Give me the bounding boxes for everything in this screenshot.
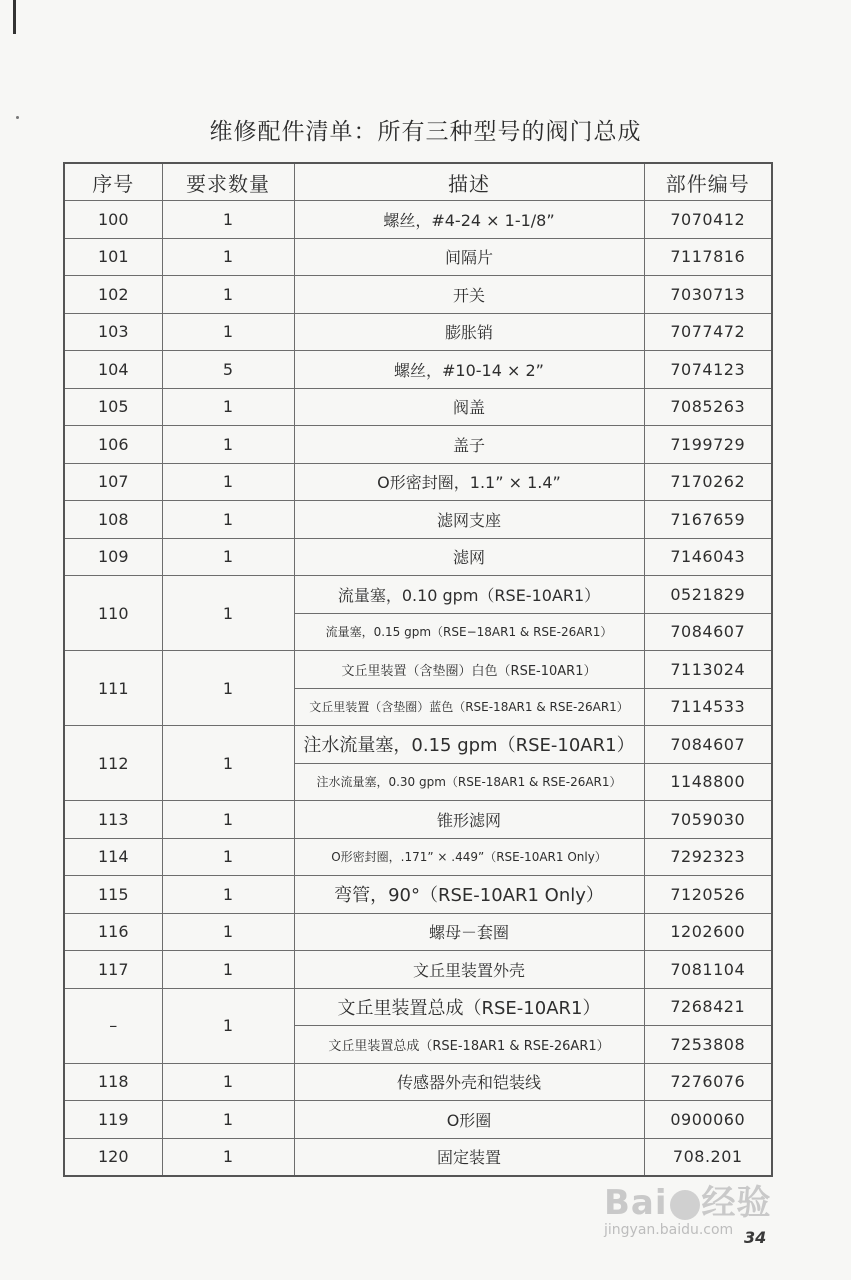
parts-table [63, 162, 773, 1177]
row-part-number: 7081104 [644, 951, 772, 989]
baidu-jingyan-watermark [604, 1175, 804, 1238]
row-qty: 5 [162, 351, 294, 389]
row-seq: 109 [64, 538, 162, 576]
row-qty: 1 [162, 501, 294, 539]
row-desc: 螺母－套圈 [294, 913, 644, 951]
row-seq: 111 [64, 651, 162, 726]
row-desc: 盖子 [294, 426, 644, 464]
row-qty: 1 [162, 726, 294, 801]
table-row [64, 876, 772, 914]
paw-icon [670, 1190, 700, 1220]
table-row [64, 426, 772, 464]
row-part-number: 7077472 [644, 313, 772, 351]
header-desc: 描述 [294, 163, 644, 201]
table-row [64, 538, 772, 576]
row-part-number: 7167659 [644, 501, 772, 539]
row-desc: 开关 [294, 276, 644, 314]
row-qty: 1 [162, 463, 294, 501]
row-seq: 113 [64, 801, 162, 839]
table-row [64, 801, 772, 839]
row-qty: 1 [162, 238, 294, 276]
row-qty: 1 [162, 538, 294, 576]
row-desc: 文丘里装置外壳 [294, 951, 644, 989]
row-part-number: 7268421 [644, 988, 772, 1026]
row-desc: 流量塞，0.10 gpm（RSE-10AR1） [294, 576, 644, 614]
table-row [64, 1063, 772, 1101]
row-part-number: 1202600 [644, 913, 772, 951]
table-header-row [64, 163, 772, 201]
table-row [64, 1101, 772, 1139]
row-desc: 螺丝，#10-14 × 2” [294, 351, 644, 389]
row-seq: – [64, 988, 162, 1063]
table-row [64, 988, 772, 1026]
row-seq: 120 [64, 1138, 162, 1176]
row-seq: 119 [64, 1101, 162, 1139]
row-desc-variant: 流量塞，0.15 gpm（RSE−18AR1 & RSE-26AR1） [294, 613, 644, 651]
row-desc: 弯管，90°（RSE-10AR1 Only） [294, 876, 644, 914]
row-seq: 100 [64, 201, 162, 239]
table-row [64, 313, 772, 351]
row-part-number: 7070412 [644, 201, 772, 239]
row-part-number: 7059030 [644, 801, 772, 839]
table-row [64, 726, 772, 764]
row-desc: 膨胀销 [294, 313, 644, 351]
row-seq: 116 [64, 913, 162, 951]
row-part-number-variant: 1148800 [644, 763, 772, 801]
row-part-number: 708.201 [644, 1138, 772, 1176]
row-desc: 文丘里装置总成（RSE-10AR1） [294, 988, 644, 1026]
row-part-number-variant: 7253808 [644, 1026, 772, 1064]
row-seq: 108 [64, 501, 162, 539]
row-desc: 阀盖 [294, 388, 644, 426]
row-part-number: 7085263 [644, 388, 772, 426]
row-desc: 螺丝，#4-24 × 1-1/8” [294, 201, 644, 239]
row-part-number: 7113024 [644, 651, 772, 689]
row-seq: 102 [64, 276, 162, 314]
row-part-number: 0900060 [644, 1101, 772, 1139]
row-desc: 传感器外壳和铠装线 [294, 1063, 644, 1101]
row-part-number: 7074123 [644, 351, 772, 389]
row-seq: 106 [64, 426, 162, 464]
table-row [64, 576, 772, 614]
row-qty: 1 [162, 201, 294, 239]
row-qty: 1 [162, 1138, 294, 1176]
row-qty: 1 [162, 388, 294, 426]
row-qty: 1 [162, 1101, 294, 1139]
row-desc: 锥形滤网 [294, 801, 644, 839]
row-qty: 1 [162, 276, 294, 314]
row-desc: 间隔片 [294, 238, 644, 276]
row-seq: 104 [64, 351, 162, 389]
row-desc-variant: 文丘里装置总成（RSE-18AR1 & RSE-26AR1） [294, 1026, 644, 1064]
table-row [64, 651, 772, 689]
row-qty: 1 [162, 576, 294, 651]
row-desc: O形圈 [294, 1101, 644, 1139]
row-seq: 115 [64, 876, 162, 914]
row-desc: O形密封圈，.171” × .449”（RSE-10AR1 Only） [294, 838, 644, 876]
table-row [64, 388, 772, 426]
row-part-number: 7117816 [644, 238, 772, 276]
row-part-number-variant: 7084607 [644, 613, 772, 651]
row-part-number: 7276076 [644, 1063, 772, 1101]
row-part-number: 7170262 [644, 463, 772, 501]
binding-edge-line [13, 0, 16, 34]
row-qty: 1 [162, 313, 294, 351]
row-qty: 1 [162, 1063, 294, 1101]
row-desc: 固定装置 [294, 1138, 644, 1176]
row-part-number: 7120526 [644, 876, 772, 914]
row-part-number: 7030713 [644, 276, 772, 314]
table-row [64, 951, 772, 989]
row-qty: 1 [162, 651, 294, 726]
row-qty: 1 [162, 838, 294, 876]
row-seq: 112 [64, 726, 162, 801]
row-seq: 114 [64, 838, 162, 876]
table-row [64, 351, 772, 389]
row-qty: 1 [162, 988, 294, 1063]
row-qty: 1 [162, 426, 294, 464]
row-seq: 101 [64, 238, 162, 276]
row-seq: 118 [64, 1063, 162, 1101]
row-qty: 1 [162, 876, 294, 914]
row-qty: 1 [162, 951, 294, 989]
table-row [64, 463, 772, 501]
table-row [64, 238, 772, 276]
watermark-logo: Bai 经验 [604, 1183, 772, 1223]
table-row [64, 838, 772, 876]
row-qty: 1 [162, 801, 294, 839]
row-part-number: 0521829 [644, 576, 772, 614]
table-row [64, 276, 772, 314]
row-part-number: 7084607 [644, 726, 772, 764]
page-number: 34 [744, 1228, 767, 1247]
header-seq: 序号 [64, 163, 162, 201]
row-seq: 110 [64, 576, 162, 651]
row-part-number: 7199729 [644, 426, 772, 464]
watermark-url: jingyan.baidu.com [604, 1222, 734, 1238]
header-part-number: 部件编号 [644, 163, 772, 201]
table-row [64, 201, 772, 239]
table-row [64, 913, 772, 951]
row-seq: 107 [64, 463, 162, 501]
row-desc: O形密封圈，1.1” × 1.4” [294, 463, 644, 501]
table-row [64, 1138, 772, 1176]
header-qty: 要求数量 [162, 163, 294, 201]
row-seq: 103 [64, 313, 162, 351]
row-part-number-variant: 7114533 [644, 688, 772, 726]
row-seq: 105 [64, 388, 162, 426]
table-row [64, 501, 772, 539]
row-desc: 滤网 [294, 538, 644, 576]
row-desc-variant: 文丘里装置（含垫圈）蓝色（RSE-18AR1 & RSE-26AR1） [294, 688, 644, 726]
row-part-number: 7146043 [644, 538, 772, 576]
row-part-number: 7292323 [644, 838, 772, 876]
page-title: 维修配件清单：所有三种型号的阀门总成 [209, 119, 642, 145]
row-desc: 滤网支座 [294, 501, 644, 539]
row-desc: 注水流量塞，0.15 gpm（RSE-10AR1） [294, 726, 644, 764]
row-qty: 1 [162, 913, 294, 951]
row-desc: 文丘里装置（含垫圈）白色（RSE-10AR1） [294, 651, 644, 689]
row-seq: 117 [64, 951, 162, 989]
row-desc-variant: 注水流量塞，0.30 gpm（RSE-18AR1 & RSE-26AR1） [294, 763, 644, 801]
